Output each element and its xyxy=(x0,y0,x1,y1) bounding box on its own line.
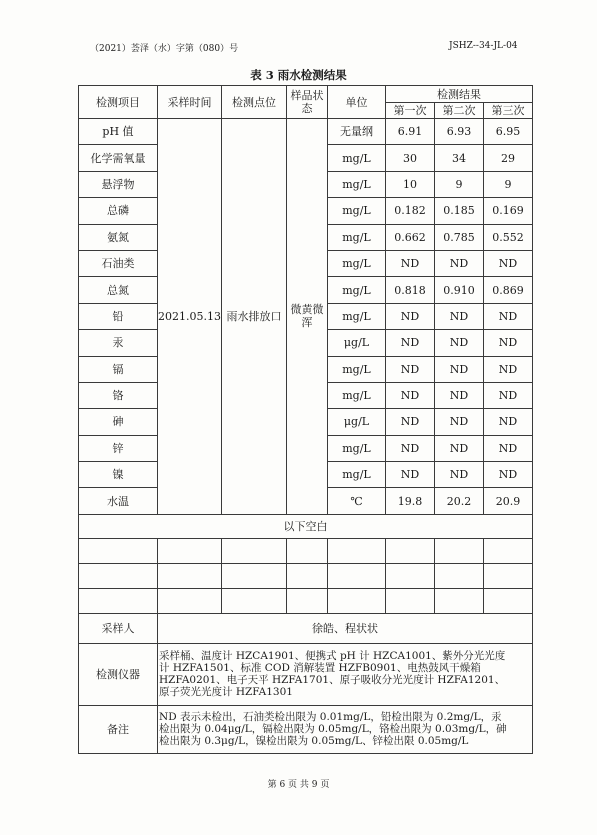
item-cell: 铬 xyxy=(79,382,158,408)
result-2-cell: 0.185 xyxy=(434,198,483,224)
empty-cell xyxy=(327,538,385,563)
result-2-cell: ND xyxy=(434,250,483,276)
instruments-text xyxy=(158,643,533,705)
empty-cell xyxy=(385,563,434,588)
item-cell: 砷 xyxy=(79,409,158,435)
sampling-location: 雨水排放口 xyxy=(221,119,286,515)
unit-cell: mg/L xyxy=(327,382,385,408)
instruments-line: 采样桶、温度计 HZCA1901、便携式 pH 计 HZCA1001、紫外分光光度 xyxy=(159,650,506,663)
empty-cell xyxy=(79,563,158,588)
item-cell: 水温 xyxy=(79,488,158,514)
item-cell: 锌 xyxy=(79,435,158,461)
empty-cell xyxy=(483,538,532,563)
item-cell: 总氮 xyxy=(79,277,158,303)
result-1-cell: ND xyxy=(385,462,434,488)
result-1-cell: 0.182 xyxy=(385,198,434,224)
empty-cell xyxy=(327,563,385,588)
result-2-cell: 34 xyxy=(434,145,483,171)
result-2-cell: 9 xyxy=(434,171,483,197)
header-item: 检测项目 xyxy=(79,86,158,119)
empty-cell xyxy=(158,538,222,563)
result-1-cell: ND xyxy=(385,435,434,461)
empty-cell xyxy=(483,563,532,588)
result-1-cell: 0.818 xyxy=(385,277,434,303)
item-cell: 石油类 xyxy=(79,250,158,276)
result-3-cell: ND xyxy=(483,330,532,356)
report-code: JSHZ--34-JL-04 xyxy=(449,41,518,51)
header-results: 检测结果 xyxy=(385,86,532,103)
unit-cell: mg/L xyxy=(327,198,385,224)
unit-cell: μg/L xyxy=(327,330,385,356)
unit-cell: mg/L xyxy=(327,435,385,461)
unit-cell: mg/L xyxy=(327,303,385,329)
empty-cell xyxy=(286,538,327,563)
result-3-cell: 20.9 xyxy=(483,488,532,514)
unit-cell: μg/L xyxy=(327,409,385,435)
unit-cell: mg/L xyxy=(327,250,385,276)
result-1-cell: 0.662 xyxy=(385,224,434,250)
result-3-cell: ND xyxy=(483,462,532,488)
header-unit: 单位 xyxy=(327,86,385,119)
results-table xyxy=(78,85,533,754)
unit-cell: mg/L xyxy=(327,171,385,197)
unit-cell: mg/L xyxy=(327,224,385,250)
item-cell: 汞 xyxy=(79,330,158,356)
result-3-cell: 29 xyxy=(483,145,532,171)
sampler-label: 采样人 xyxy=(79,613,158,643)
empty-cell xyxy=(434,588,483,613)
result-2-cell: ND xyxy=(434,303,483,329)
result-3-cell: ND xyxy=(483,409,532,435)
empty-cell xyxy=(158,563,222,588)
empty-cell xyxy=(286,588,327,613)
result-1-cell: 19.8 xyxy=(385,488,434,514)
result-2-cell: 6.93 xyxy=(434,119,483,145)
item-cell: 铅 xyxy=(79,303,158,329)
header-location: 检测点位 xyxy=(221,86,286,119)
result-1-cell: ND xyxy=(385,382,434,408)
result-2-cell: ND xyxy=(434,382,483,408)
result-2-cell: 0.785 xyxy=(434,224,483,250)
unit-cell: mg/L xyxy=(327,145,385,171)
header-third: 第三次 xyxy=(483,103,532,119)
result-3-cell: 0.169 xyxy=(483,198,532,224)
table-title: 表 3 雨水检测结果 xyxy=(250,68,347,82)
sampling-time: 2021.05.13 xyxy=(158,119,222,515)
result-1-cell: 6.91 xyxy=(385,119,434,145)
remarks-line: 检出限为 0.04μg/L，镉检出限为 0.05mg/L，铬检出限为 0.03mg/L，砷 xyxy=(159,723,507,736)
result-3-cell: 0.552 xyxy=(483,224,532,250)
header-second: 第二次 xyxy=(434,103,483,119)
instruments-line: HZFA0201、电子天平 HZFA1701、原子吸收分光光度计 HZFA1201、 xyxy=(159,674,506,687)
instruments-line: 计 HZFA1501、标准 COD 消解装置 HZFB0901、电热鼓风干燥箱 xyxy=(159,662,481,675)
result-2-cell: ND xyxy=(434,330,483,356)
result-2-cell: 20.2 xyxy=(434,488,483,514)
empty-cell xyxy=(327,588,385,613)
doc-number: （2021）荟泽（水）字第（080）号 xyxy=(90,44,239,54)
empty-cell xyxy=(483,588,532,613)
remarks-text xyxy=(158,705,533,753)
result-2-cell: 0.910 xyxy=(434,277,483,303)
result-3-cell: ND xyxy=(483,356,532,382)
empty-row xyxy=(79,588,533,613)
empty-cell xyxy=(286,563,327,588)
remarks-row xyxy=(79,705,533,753)
empty-row xyxy=(79,538,533,563)
result-3-cell: 0.869 xyxy=(483,277,532,303)
sampler-row xyxy=(79,613,533,643)
result-1-cell: ND xyxy=(385,409,434,435)
sample-state: 微黄微浑 xyxy=(286,119,327,515)
empty-cell xyxy=(221,588,286,613)
blank-note-row xyxy=(79,514,533,538)
item-cell: 氨氮 xyxy=(79,224,158,250)
page-footer: 第 6 页 共 9 页 xyxy=(267,780,330,790)
header-time: 采样时间 xyxy=(158,86,222,119)
empty-cell xyxy=(221,563,286,588)
result-1-cell: ND xyxy=(385,250,434,276)
empty-cell xyxy=(434,563,483,588)
result-3-cell: ND xyxy=(483,303,532,329)
empty-cell xyxy=(385,588,434,613)
result-2-cell: ND xyxy=(434,462,483,488)
header-first: 第一次 xyxy=(385,103,434,119)
item-cell: 镉 xyxy=(79,356,158,382)
result-3-cell: ND xyxy=(483,382,532,408)
remarks-line: 检出限为 0.3μg/L，镍检出限为 0.05mg/L、锌检出限 0.05mg/L xyxy=(159,735,469,748)
empty-cell xyxy=(434,538,483,563)
item-cell: 总磷 xyxy=(79,198,158,224)
remarks-label: 备注 xyxy=(79,705,158,753)
item-cell: 悬浮物 xyxy=(79,171,158,197)
table-row xyxy=(79,119,533,145)
remarks-line: ND 表示未检出，石油类检出限为 0.01mg/L，铅检出限为 0.2mg/L，汞 xyxy=(159,711,502,724)
result-3-cell: ND xyxy=(483,250,532,276)
item-cell: 化学需氧量 xyxy=(79,145,158,171)
result-1-cell: 10 xyxy=(385,171,434,197)
header-state: 样品状态 xyxy=(286,86,327,119)
result-2-cell: ND xyxy=(434,409,483,435)
empty-row xyxy=(79,563,533,588)
result-3-cell: 6.95 xyxy=(483,119,532,145)
instruments-label: 检测仪器 xyxy=(79,643,158,705)
unit-cell: mg/L xyxy=(327,356,385,382)
empty-cell xyxy=(385,538,434,563)
result-2-cell: ND xyxy=(434,435,483,461)
result-1-cell: ND xyxy=(385,356,434,382)
empty-cell xyxy=(221,538,286,563)
unit-cell: ℃ xyxy=(327,488,385,514)
result-2-cell: ND xyxy=(434,356,483,382)
blank-note: 以下空白 xyxy=(79,514,533,538)
result-3-cell: ND xyxy=(483,435,532,461)
result-3-cell: 9 xyxy=(483,171,532,197)
instruments-row xyxy=(79,643,533,705)
instruments-line: 原子荧光光度计 HZFA1301 xyxy=(159,686,293,699)
item-cell: pH 值 xyxy=(79,119,158,145)
empty-cell xyxy=(158,588,222,613)
result-1-cell: ND xyxy=(385,303,434,329)
sampler-value: 徐皓、程状状 xyxy=(158,613,533,643)
item-cell: 镍 xyxy=(79,462,158,488)
unit-cell: 无量纲 xyxy=(327,119,385,145)
unit-cell: mg/L xyxy=(327,277,385,303)
unit-cell: mg/L xyxy=(327,462,385,488)
empty-cell xyxy=(79,538,158,563)
result-1-cell: 30 xyxy=(385,145,434,171)
result-1-cell: ND xyxy=(385,330,434,356)
empty-cell xyxy=(79,588,158,613)
